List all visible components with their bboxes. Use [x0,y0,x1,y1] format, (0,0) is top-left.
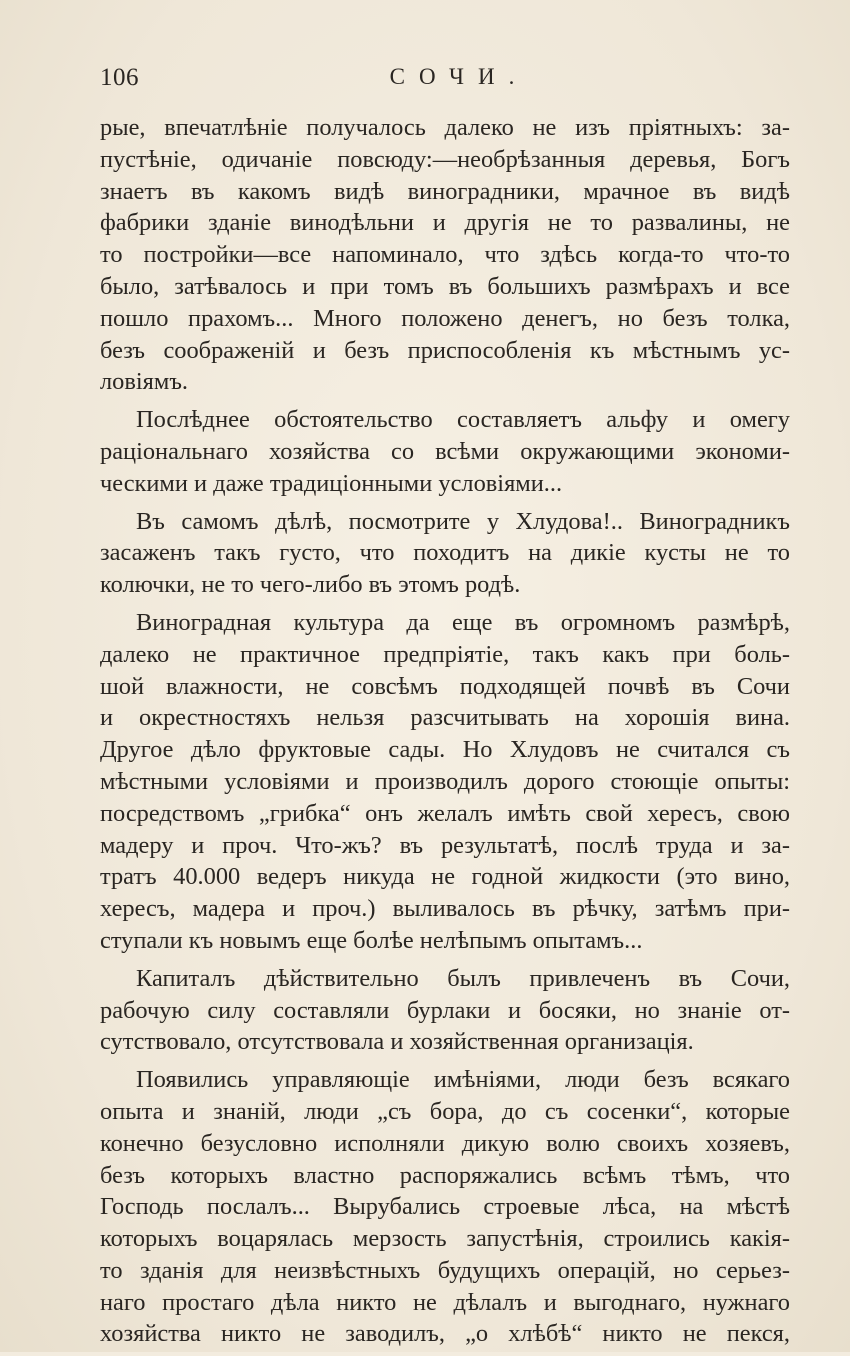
text-line: Другое дѣло фруктовые сады. Но Хлудовъ не считался съ [100,736,790,764]
text-line: Виноградная культура да еще въ огромномъ размѣрѣ, [136,608,790,636]
text-line: шой влажности, не совсѣмъ подходящей почвѣ въ Сочи [100,672,790,700]
text-line: хозяйства никто не заводилъ, „о хлѣбѣ“ никто не пекся, [100,1320,790,1348]
text-line: опыта и знаній, люди „съ бора, до съ сосенки“, которые [100,1097,790,1125]
text-line: пошло прахомъ... Много положено денегъ, но безъ толка, [100,304,790,332]
text-line: ческими и даже традиціонными условіями... [100,469,563,497]
text-line: то постройки—все напоминало, что здѣсь когда-то что-то [100,241,790,269]
body-text [100,112,790,1356]
page-header [100,64,790,98]
text-line: Господь послалъ... Вырубались строевые лѣса, на мѣстѣ [100,1193,790,1221]
text-line: тратъ 40.000 ведеръ никуда не годной жидкости (это вино, [100,863,790,891]
text-line: безъ соображеній и безъ приспособленія къ мѣстнымъ ус- [100,336,790,364]
text-line: и окрестностяхъ нельзя разсчитывать на хорошія вина. [100,704,790,732]
text-line: далеко не практичное предпріятіе, такъ какъ при боль- [100,640,790,668]
text-line: безъ которыхъ властно распоряжались всѣмъ тѣмъ, что [100,1161,790,1189]
paragraph [100,112,790,398]
paragraph [100,963,790,1058]
text-line: сутствовало, отсутствовала и хозяйственная организація. [100,1028,694,1056]
text-line: рабочую силу составляли бурлаки и босяки, но знаніе от- [100,996,790,1024]
paragraph [100,404,790,499]
text-line: Появились управляющіе имѣніями, люди безъ всякаго [136,1066,790,1094]
text-line: то зданія для неизвѣстныхъ будущихъ операцій, но серьез- [100,1256,790,1284]
running-title: СОЧИ. [389,64,529,89]
text-line: раціональнаго хозяйства со всѣми окружающими экономи- [100,437,790,465]
text-line: наго простаго дѣла никто не дѣлалъ и выгоднаго, нужнаго [100,1288,790,1316]
paragraph [100,1064,790,1350]
text-line: мѣстными условіями и производилъ дорого стоющіе опыты: [100,767,790,795]
page-number: 106 [100,64,139,91]
text-line: колючки, не то чего-либо въ этомъ родѣ. [100,571,521,599]
text-line: хересъ, мадера и проч.) выливалось въ рѣчку, затѣмъ при- [100,895,790,923]
text-line: было, затѣвалось и при томъ въ большихъ размѣрахъ и все [100,272,790,300]
text-line: пустѣніе, одичаніе повсюду:—необрѣзанныя деревья, Богъ [100,145,790,173]
text-line: рые, впечатлѣніе получалось далеко не изъ пріятныхъ: за- [100,114,790,141]
text-line: знаетъ въ какомъ видѣ виноградники, мрачное въ видѣ [100,177,790,205]
text-line: мадеру и проч. Что-жъ? въ результатѣ, послѣ труда и за- [100,831,790,859]
text-line: Послѣднее обстоятельство составляетъ альфу и омегу [136,406,790,434]
text-line: засаженъ такъ густо, что походитъ на дикіе кусты не то [100,539,790,567]
text-line: посредствомъ „грибка“ онъ желалъ имѣть свой хересъ, свою [100,799,790,827]
text-line: конечно безусловно исполняли дикую волю своихъ хозяевъ, [100,1129,790,1157]
paragraph [100,607,790,957]
text-line: ступали къ новымъ еще болѣе нелѣпымъ опытамъ... [100,926,643,954]
text-line: ловіямъ. [100,368,189,396]
text-line: фабрики зданіе винодѣльни и другія не то развалины, не [100,209,790,237]
text-line: которыхъ воцарялась мерзость запустѣнія, строились какія- [100,1225,790,1253]
text-line: Капиталъ дѣйствительно былъ привлеченъ въ Сочи, [136,964,790,992]
text-line: Въ самомъ дѣлѣ, посмотрите у Хлудова!.. Виноградникъ [136,507,790,535]
paragraph [100,506,790,601]
